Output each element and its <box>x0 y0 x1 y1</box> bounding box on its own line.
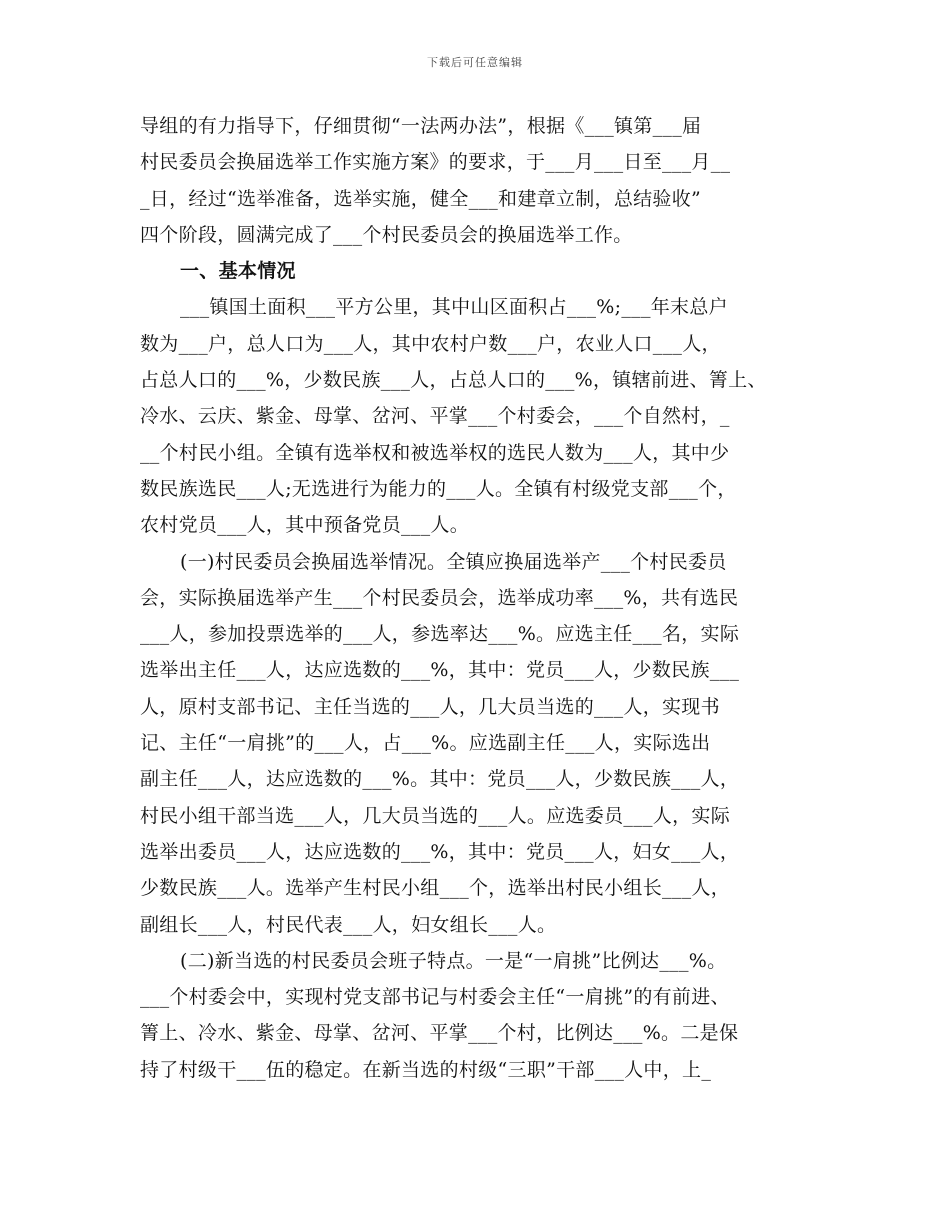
text-line: 副组长___人，村民代表___人，妇女组长___人。 <box>140 913 557 936</box>
text-line: 记、主任“一肩挑”的___人，占___%。应选副主任___人，实际选出 <box>140 732 711 755</box>
text-line: 占总人口的___%，少数民族___人，占总人口的___%，镇辖前进、箐上、 <box>140 369 767 392</box>
text-line: ___人，参加投票选举的___人，参选率达___%。应选主任___名，实际 <box>140 623 740 646</box>
section-heading: 一、基本情况 <box>180 260 296 283</box>
page-header: 下载后可任意编辑 <box>427 56 523 69</box>
text-line: 副主任___人，达应选数的___%。其中：党员___人，少数民族___人， <box>140 768 740 791</box>
text-line: ___个村委会中，实现村党支部书记与村委会主任“一肩挑”的有前进、 <box>140 986 730 1009</box>
text-line: __个村民小组。全镇有选举权和被选举权的选民人数为___人，其中少 <box>140 441 730 464</box>
text-line: _日，经过“选举准备，选举实施，健全___和建章立制，总结验收” <box>140 187 702 210</box>
text-line: 冷水、云庆、紫金、母掌、岔河、平掌___个村委会，___个自然村，_ <box>140 405 730 428</box>
text-line: 数民族选民___人;无选进行为能力的___人。全镇有村级党支部___个， <box>140 477 737 500</box>
document-body <box>140 108 820 1088</box>
text-line: 选举出主任___人，达应选数的___%，其中：党员___人，少数民族___ <box>140 659 740 682</box>
text-line: 选举出委员___人，达应选数的___%，其中：党员___人，妇女___人， <box>140 840 740 863</box>
text-line: 导组的有力指导下，仔细贯彻“一法两办法”，根据《___镇第___届 <box>140 115 702 137</box>
text-line: 数为___户，总人口为___人，其中农村户数___户，农业人口___人， <box>140 332 721 355</box>
text-line: (二)新当选的村民委员会班子特点。一是“一肩挑”比例达___%。 <box>180 949 727 972</box>
text-line: 村民小组干部当选___人，几大员当选的___人。应选委员___人，实际 <box>140 804 731 827</box>
text-line: (一)村民委员会换届选举情况。全镇应换届选举产___个村民委员 <box>180 550 727 573</box>
text-line: 箐上、冷水、紫金、母掌、岔河、平掌___个村，比例达___%。二是保 <box>140 1022 739 1045</box>
text-line: 持了村级干___伍的稳定。在新当选的村级“三职”干部___人中，上_ <box>140 1058 712 1081</box>
text-line: ___镇国土面积___平方公里，其中山区面积占___%;___年末总户 <box>180 296 728 319</box>
text-line: 少数民族___人。选举产生村民小组___个，选举出村民小组长___人， <box>140 877 731 900</box>
text-line: 农村党员___人，其中预备党员___人。 <box>140 514 470 537</box>
text-line: 会，实际换届选举产生___个村民委员会，选举成功率___%，共有选民 <box>140 586 739 609</box>
text-line: 村民委员会换届选举工作实施方案》的要求，于___月___日至___月__ <box>140 151 731 174</box>
text-line: 四个阶段，圆满完成了___个村民委员会的换届选举工作。 <box>140 223 633 246</box>
text-line: 人，原村支部书记、主任当选的___人，几大员当选的___人，实现书 <box>140 695 720 718</box>
